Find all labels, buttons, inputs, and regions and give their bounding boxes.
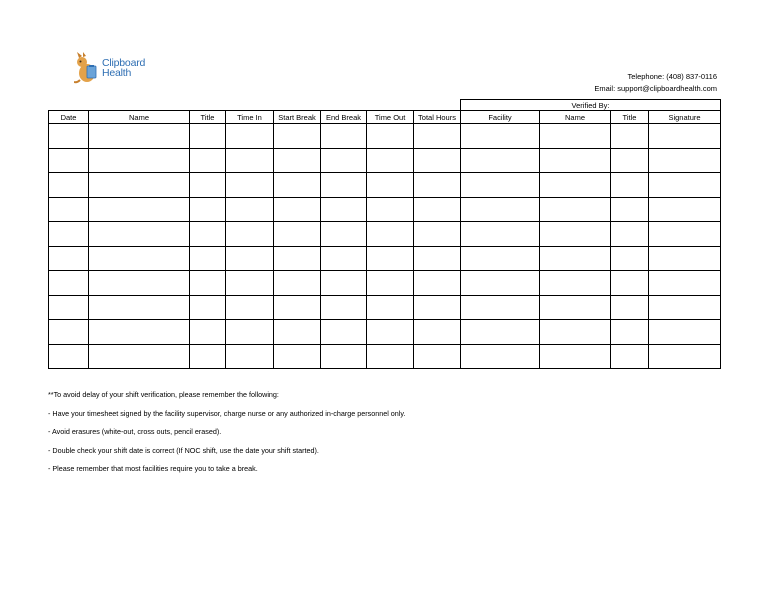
col-time-out: Time Out	[367, 111, 414, 124]
timesheet-row	[49, 295, 721, 320]
timesheet-cell[interactable]	[226, 148, 274, 173]
timesheet-row	[49, 246, 721, 271]
timesheet-cell[interactable]	[414, 197, 461, 222]
timesheet-cell[interactable]	[414, 222, 461, 247]
timesheet-cell[interactable]	[461, 295, 540, 320]
timesheet-cell[interactable]	[321, 295, 367, 320]
brand-line-2: Health	[102, 67, 132, 79]
contact-info	[594, 71, 717, 95]
timesheet-cell[interactable]	[89, 295, 190, 320]
brand-line-1: Clipboard	[102, 57, 146, 69]
timesheet-cell[interactable]	[649, 197, 721, 222]
instructions	[48, 390, 405, 483]
timesheet-row	[49, 148, 721, 173]
timesheet-cell[interactable]	[89, 344, 190, 369]
timesheet-cell[interactable]	[89, 124, 190, 149]
timesheet-cell[interactable]	[414, 344, 461, 369]
timesheet-cell[interactable]	[367, 320, 414, 345]
note-item: - Double check your shift date is correct (If NOC shift, use the date your shift started).	[48, 445, 319, 455]
timesheet-cell[interactable]	[611, 320, 649, 345]
timesheet-cell[interactable]	[321, 246, 367, 271]
timesheet-cell[interactable]	[367, 344, 414, 369]
timesheet-cell[interactable]	[321, 320, 367, 345]
timesheet-cell[interactable]	[190, 344, 226, 369]
timesheet-cell[interactable]	[49, 148, 89, 173]
timesheet-cell[interactable]	[226, 197, 274, 222]
timesheet-cell[interactable]	[321, 197, 367, 222]
timesheet-cell[interactable]	[540, 320, 611, 345]
timesheet-cell[interactable]	[226, 271, 274, 296]
timesheet-cell[interactable]	[611, 124, 649, 149]
timesheet-row	[49, 222, 721, 247]
timesheet-cell[interactable]	[414, 246, 461, 271]
timesheet-table	[48, 99, 721, 369]
timesheet-cell[interactable]	[649, 124, 721, 149]
timesheet-cell[interactable]	[274, 197, 321, 222]
timesheet-cell[interactable]	[367, 124, 414, 149]
timesheet-cell[interactable]	[461, 124, 540, 149]
timesheet-cell[interactable]	[89, 148, 190, 173]
timesheet-cell[interactable]	[49, 344, 89, 369]
timesheet-cell[interactable]	[540, 271, 611, 296]
timesheet-cell[interactable]	[226, 344, 274, 369]
timesheet-cell[interactable]	[367, 246, 414, 271]
timesheet-cell[interactable]	[226, 295, 274, 320]
telephone: Telephone: (408) 837-0116	[627, 72, 717, 81]
timesheet-cell[interactable]	[190, 295, 226, 320]
timesheet-row	[49, 173, 721, 198]
timesheet-cell[interactable]	[49, 295, 89, 320]
timesheet-cell[interactable]	[274, 295, 321, 320]
timesheet-cell[interactable]	[367, 197, 414, 222]
timesheet-cell[interactable]	[611, 148, 649, 173]
col-verifier-name: Name	[540, 111, 611, 124]
timesheet-cell[interactable]	[190, 173, 226, 198]
note-item: - Please remember that most facilities require you to take a break.	[48, 464, 258, 473]
verified-by-header: Verified By:	[461, 100, 721, 111]
timesheet-cell[interactable]	[190, 222, 226, 247]
timesheet-cell[interactable]	[89, 197, 190, 222]
timesheet-cell[interactable]	[321, 148, 367, 173]
timesheet-cell[interactable]	[321, 173, 367, 198]
col-start-break: Start Break	[274, 111, 321, 124]
timesheet-cell[interactable]	[540, 197, 611, 222]
timesheet-cell[interactable]	[540, 124, 611, 149]
company-logo	[74, 52, 145, 84]
timesheet-cell[interactable]	[611, 344, 649, 369]
timesheet-row	[49, 124, 721, 149]
timesheet-cell[interactable]	[540, 344, 611, 369]
timesheet-cell[interactable]	[49, 124, 89, 149]
timesheet-cell[interactable]	[649, 173, 721, 198]
timesheet-cell[interactable]	[274, 124, 321, 149]
email: Email: support@clipboardhealth.com	[594, 84, 717, 93]
timesheet-cell[interactable]	[414, 271, 461, 296]
timesheet-cell[interactable]	[190, 271, 226, 296]
timesheet-cell[interactable]	[226, 222, 274, 247]
timesheet-cell[interactable]	[226, 173, 274, 198]
timesheet-cell[interactable]	[540, 173, 611, 198]
timesheet-row	[49, 344, 721, 369]
timesheet-cell[interactable]	[190, 197, 226, 222]
timesheet-cell[interactable]	[461, 173, 540, 198]
timesheet-row	[49, 320, 721, 345]
col-total-hours: Total Hours	[414, 111, 461, 124]
col-signature: Signature	[649, 111, 721, 124]
timesheet-cell[interactable]	[321, 271, 367, 296]
timesheet-cell[interactable]	[414, 320, 461, 345]
timesheet-cell[interactable]	[540, 295, 611, 320]
timesheet-cell[interactable]	[611, 271, 649, 296]
timesheet-cell[interactable]	[190, 246, 226, 271]
timesheet-cell[interactable]	[321, 344, 367, 369]
timesheet-cell[interactable]	[649, 148, 721, 173]
timesheet-cell[interactable]	[190, 320, 226, 345]
timesheet-cell[interactable]	[461, 320, 540, 345]
timesheet-row	[49, 271, 721, 296]
timesheet-cell[interactable]	[321, 124, 367, 149]
timesheet-cell[interactable]	[367, 173, 414, 198]
timesheet-cell[interactable]	[274, 320, 321, 345]
timesheet-cell[interactable]	[89, 246, 190, 271]
timesheet-cell[interactable]	[89, 173, 190, 198]
timesheet-cell[interactable]	[611, 295, 649, 320]
timesheet-cell[interactable]	[461, 148, 540, 173]
timesheet-cell[interactable]	[540, 148, 611, 173]
col-time-in: Time In	[226, 111, 274, 124]
timesheet-cell[interactable]	[414, 295, 461, 320]
timesheet-cell[interactable]	[649, 344, 721, 369]
timesheet-cell[interactable]	[611, 222, 649, 247]
timesheet-row	[49, 197, 721, 222]
timesheet-cell[interactable]	[226, 320, 274, 345]
timesheet-cell[interactable]	[414, 173, 461, 198]
timesheet-cell[interactable]	[611, 246, 649, 271]
timesheet-cell[interactable]	[611, 173, 649, 198]
timesheet-cell[interactable]	[414, 124, 461, 149]
timesheet-cell[interactable]	[89, 320, 190, 345]
timesheet-cell[interactable]	[49, 246, 89, 271]
note-item: - Avoid erasures (white-out, cross outs, pencil erased).	[48, 427, 222, 436]
timesheet-cell[interactable]	[540, 246, 611, 271]
timesheet-cell[interactable]	[274, 344, 321, 369]
timesheet-cell[interactable]	[367, 148, 414, 173]
column-header-row	[49, 111, 721, 124]
timesheet-cell[interactable]	[274, 271, 321, 296]
timesheet-cell[interactable]	[49, 320, 89, 345]
timesheet-cell[interactable]	[226, 246, 274, 271]
timesheet-cell[interactable]	[367, 295, 414, 320]
timesheet-cell[interactable]	[649, 271, 721, 296]
brand-name	[102, 58, 145, 78]
timesheet-cell[interactable]	[274, 246, 321, 271]
timesheet-cell[interactable]	[414, 148, 461, 173]
col-date: Date	[49, 111, 89, 124]
col-title: Title	[190, 111, 226, 124]
timesheet-cell[interactable]	[49, 222, 89, 247]
timesheet-cell[interactable]	[321, 222, 367, 247]
timesheet-body	[49, 124, 721, 369]
timesheet-cell[interactable]	[461, 246, 540, 271]
note-item: - Have your timesheet signed by the facility supervisor, charge nurse or any authorized in-charge personnel only.	[48, 408, 406, 418]
timesheet-cell[interactable]	[649, 295, 721, 320]
timesheet-cell[interactable]	[367, 222, 414, 247]
timesheet-cell[interactable]	[461, 222, 540, 247]
timesheet-cell[interactable]	[89, 271, 190, 296]
col-verifier-title: Title	[611, 111, 649, 124]
col-end-break: End Break	[321, 111, 367, 124]
timesheet-cell[interactable]	[49, 173, 89, 198]
timesheet-cell[interactable]	[461, 344, 540, 369]
col-name: Name	[89, 111, 190, 124]
timesheet-cell[interactable]	[540, 222, 611, 247]
timesheet-cell[interactable]	[274, 173, 321, 198]
timesheet-cell[interactable]	[274, 222, 321, 247]
timesheet-cell[interactable]	[49, 197, 89, 222]
timesheet-cell[interactable]	[49, 271, 89, 296]
timesheet-cell[interactable]	[649, 246, 721, 271]
timesheet-cell[interactable]	[226, 124, 274, 149]
timesheet-cell[interactable]	[649, 320, 721, 345]
timesheet-cell[interactable]	[274, 148, 321, 173]
kangaroo-logo-icon	[74, 52, 100, 84]
timesheet-cell[interactable]	[461, 271, 540, 296]
timesheet-cell[interactable]	[611, 197, 649, 222]
timesheet-cell[interactable]	[461, 197, 540, 222]
timesheet-cell[interactable]	[367, 271, 414, 296]
col-facility: Facility	[461, 111, 540, 124]
timesheet-cell[interactable]	[89, 222, 190, 247]
timesheet-cell[interactable]	[190, 148, 226, 173]
timesheet-cell[interactable]	[649, 222, 721, 247]
group-header-row	[49, 100, 721, 111]
timesheet-cell[interactable]	[190, 124, 226, 149]
note-intro: **To avoid delay of your shift verification, please remember the following:	[48, 390, 279, 399]
